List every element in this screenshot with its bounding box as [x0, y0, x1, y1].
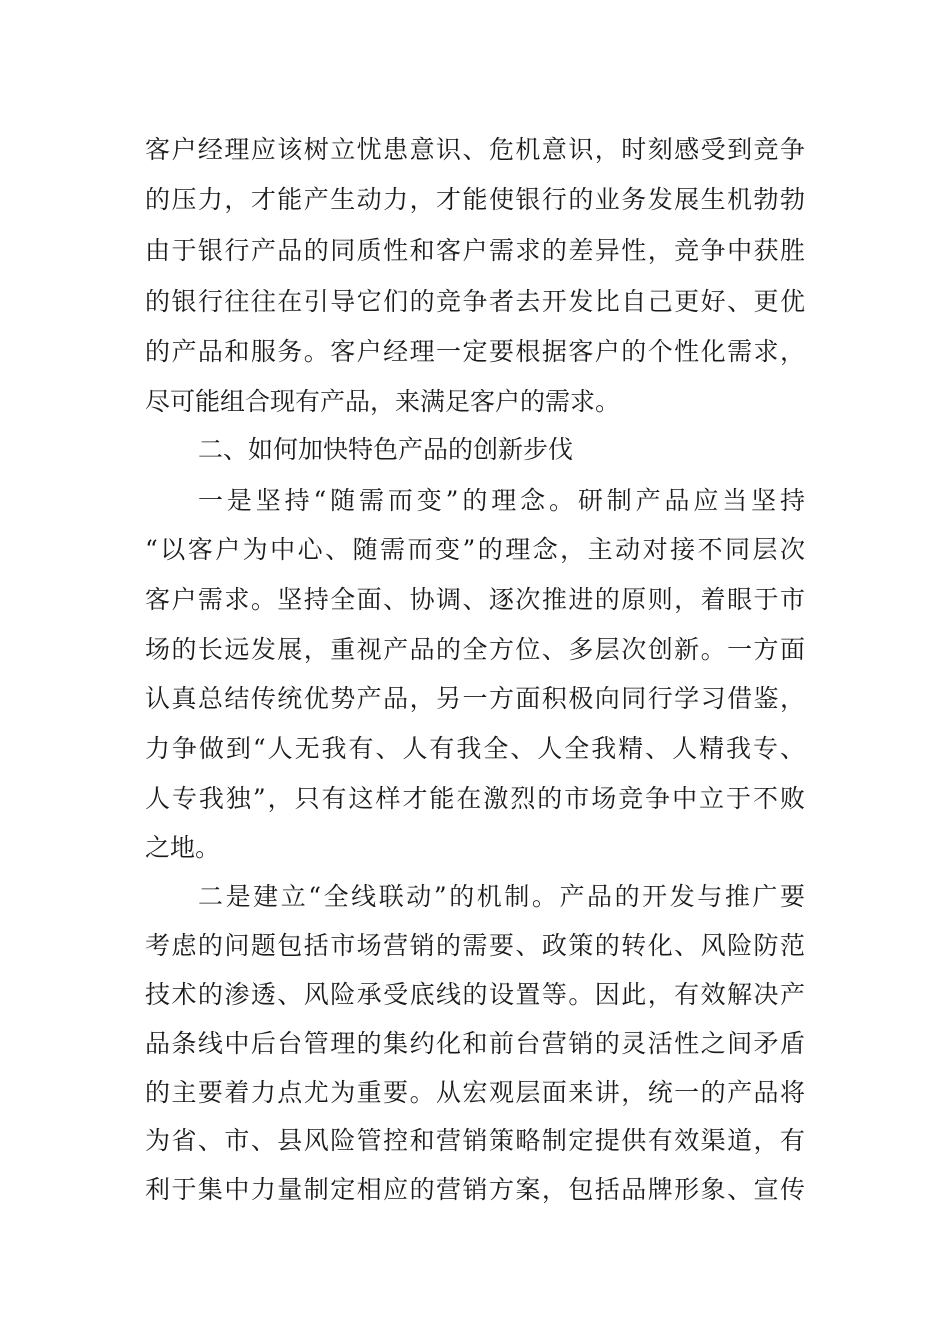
text-line: 利于集中力量制定相应的营销方案，包括品牌形象、宣传 [145, 1175, 805, 1204]
text-line: 的银行往往在引导它们的竞争者去开发比自己更好、更优 [145, 287, 805, 316]
text-line: 尽可能组合现有产品，来满足客户的需求。 [145, 387, 621, 416]
text-line: 品条线中后台管理的集约化和前台营销的灵活性之间矛盾 [145, 1029, 805, 1058]
text-line: 技术的渗透、风险承受底线的设置等。因此，有效解决产 [145, 980, 805, 1009]
text-line: 场的长远发展，重视产品的全方位、多层次创新。一方面 [145, 635, 805, 664]
section-heading: 二、如何加快特色产品的创新步伐 [198, 435, 574, 464]
text-line: “以客户为中心、随需而变”的理念，主动对接不同层次 [145, 535, 805, 564]
paragraph-first-line: 一是坚持“随需而变”的理念。研制产品应当坚持 [198, 486, 805, 515]
text-line: 的主要着力点尤为重要。从宏观层面来讲，统一的产品将 [145, 1078, 805, 1107]
text-line: 由于银行产品的同质性和客户需求的差异性，竞争中获胜 [145, 236, 805, 265]
text-line: 人专我独”，只有这样才能在激烈的市场竞争中立于不败 [145, 784, 805, 813]
text-line: 力争做到“人无我有、人有我全、人全我精、人精我专、 [145, 734, 805, 763]
text-line: 为省、市、县风险管控和营销策略制定提供有效渠道，有 [145, 1126, 805, 1155]
text-line: 认真总结传统优势产品，另一方面积极向同行学习借鉴， [145, 684, 805, 713]
text-line: 考虑的问题包括市场营销的需要、政策的转化、风险防范 [145, 931, 805, 960]
text-line: 客户需求。坚持全面、协调、逐次推进的原则，着眼于市 [145, 585, 805, 614]
text-line: 之地。 [145, 833, 221, 862]
text-line: 的压力，才能产生动力，才能使银行的业务发展生机勃勃 [145, 185, 805, 214]
text-line: 的产品和服务。客户经理一定要根据客户的个性化需求， [145, 337, 805, 366]
text-line: 客户经理应该树立忧患意识、危机意识，时刻感受到竞争 [145, 135, 805, 164]
paragraph-first-line: 二是建立“全线联动”的机制。产品的开发与推广要 [198, 882, 805, 911]
